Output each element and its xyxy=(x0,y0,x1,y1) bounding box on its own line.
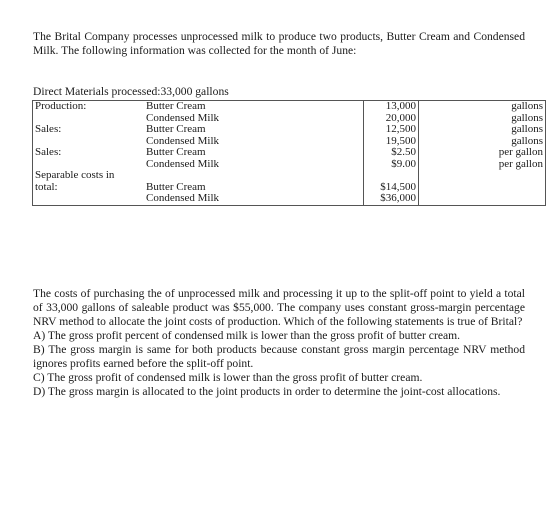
direct-materials-line: Direct Materials processed:33,000 gallons xyxy=(33,85,229,98)
row-unit: gallons xyxy=(419,136,546,148)
table-row xyxy=(33,113,546,125)
row-unit xyxy=(419,193,546,205)
product-name: Butter Cream xyxy=(146,146,206,159)
table-row xyxy=(33,182,546,194)
table-row xyxy=(33,101,546,113)
product-name: Condensed Milk xyxy=(146,111,220,124)
row-value: 20,000 xyxy=(364,113,419,125)
row-unit: per gallon xyxy=(419,159,546,171)
row-value: $36,000 xyxy=(364,193,419,205)
row-label: total: xyxy=(33,182,145,194)
product-name: Butter Cream xyxy=(146,123,206,136)
row-label: Separable costs in xyxy=(33,170,145,182)
option-d[interactable]: D) The gross margin is allocated to the joint products in order to determine the joint-cost allocations. xyxy=(33,385,501,398)
row-label: Production: xyxy=(33,101,145,113)
row-unit: gallons xyxy=(419,113,546,125)
table-row xyxy=(33,193,546,205)
data-table xyxy=(32,100,546,206)
row-value: $2.50 xyxy=(364,147,419,159)
problem-intro: The Brital Company processes unprocessed milk to produce two products, Butter Cream and Condensed Milk. The following information was collected for the month of June: xyxy=(33,30,525,57)
product-name xyxy=(144,170,364,182)
row-value xyxy=(364,170,419,182)
row-label: Sales: xyxy=(33,147,145,159)
question-text: The costs of purchasing the of unprocessed milk and processing it up to the split-off point to yield a total of 33,000 gallons of saleable product was $55,000. The company uses constant gross-margin percentage NRV method to allocate the joint costs of production. Which of the following statements is true of Brital? xyxy=(33,287,525,328)
table-row xyxy=(33,136,546,148)
table-row xyxy=(33,124,546,136)
option-a[interactable]: A) The gross profit percent of condensed milk is lower than the gross profit of butter cream. xyxy=(33,329,461,342)
row-value: $14,500 xyxy=(364,182,419,194)
table-row xyxy=(33,170,546,182)
product-name: Condensed Milk xyxy=(146,134,220,147)
option-c[interactable]: C) The gross profit of condensed milk is lower than the gross profit of butter cream. xyxy=(33,371,423,384)
row-value: 13,000 xyxy=(364,101,419,113)
row-value: $9.00 xyxy=(364,159,419,171)
row-unit: gallons xyxy=(419,124,546,136)
table-row xyxy=(33,147,546,159)
product-name: Butter Cream xyxy=(146,180,206,193)
option-b[interactable]: B) The gross margin is same for both products because constant gross margin percentage NRV method ignores profits earned before the split-off point. xyxy=(33,343,525,370)
product-name: Butter Cream xyxy=(144,101,364,113)
product-name: Condensed Milk xyxy=(146,157,220,170)
row-label: Sales: xyxy=(33,124,145,136)
row-unit xyxy=(419,182,546,194)
row-value: 19,500 xyxy=(364,136,419,148)
row-unit: gallons xyxy=(419,101,546,113)
question-block xyxy=(33,287,525,399)
row-unit xyxy=(419,170,546,182)
row-unit: per gallon xyxy=(419,147,546,159)
row-label xyxy=(33,193,145,205)
row-value: 12,500 xyxy=(364,124,419,136)
product-name: Condensed Milk xyxy=(144,193,364,205)
